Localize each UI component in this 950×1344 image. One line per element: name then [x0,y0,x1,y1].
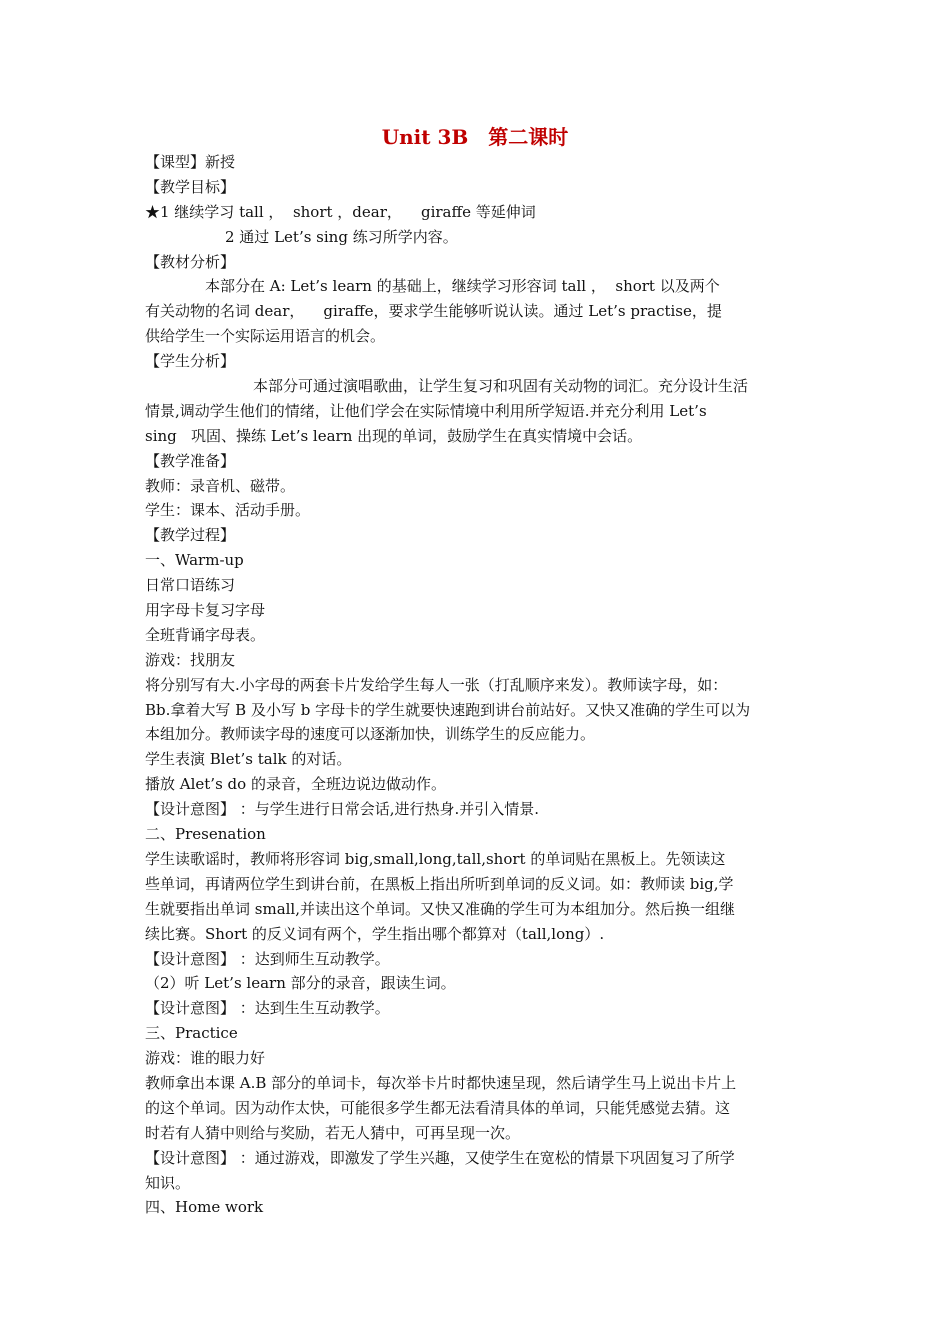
text-line: 教师拿出本课 A.B 部分的单词卡，每次举卡片时都快速呈现，然后请学生马上说出卡片上 [145,1073,737,1092]
text-line: 学生表演 Blet’s talk 的对话。 [145,750,352,769]
text-line: 生就要指出单词 small,并读出这个单词。又快又准确的学生可为本组加分。然后换一组继 [145,899,735,918]
text-line: 【课型】新授 [145,153,236,171]
text-line: 本部分可通过演唱歌曲，让学生复习和巩固有关动物的词汇。充分设计生活 [253,377,749,396]
text-line: 一、Warm-up [145,551,244,570]
text-line: 的这个单词。因为动作太快，可能很多学生都无法看清具体的单词，只能凭感觉去猜。这 [145,1098,731,1117]
document-title: Unit 3B 第二课时 [381,125,569,149]
text-line: 续比赛。Short 的反义词有两个，学生指出哪个都算对（tall,long）. [145,924,605,943]
text-line: 【设计意图】 ：与学生进行日常会话,进行热身.并引入情景. [145,800,540,819]
text-line: 游戏：谁的眼力好 [145,1049,266,1068]
text-line: 情景,调动学生他们的情绪，让他们学会在实际情境中利用所学短语.并充分利用 Let’s [145,401,707,420]
text-line: 供给学生一个实际运用语言的机会。 [145,327,386,346]
text-line: 全班背诵字母表。 [145,625,266,644]
text-line: 【设计意图】 ：达到师生互动教学。 [145,949,390,968]
text-line: 三、Practice [145,1024,238,1043]
text-line: 时若有人猜中则给与奖励，若无人猜中，可再呈现一次。 [145,1123,521,1142]
text-line: 2 通过 Let’s sing 练习所学内容。 [225,227,458,246]
text-line: 【学生分析】 [145,352,236,371]
text-line: 【教学准备】 [145,451,236,470]
text-line: 游戏：找朋友 [145,650,236,669]
text-line: 有关动物的名词 dear， giraffe，要求学生能够听说认读。通过 Let’s practise，提 [145,302,722,321]
text-line: 学生：课本、活动手册。 [145,501,311,520]
text-line: 将分别写有大.小字母的两套卡片发给学生每人一张（打乱顺序来发）。教师读字母，如： [145,675,728,694]
text-line: （2）听 Let’s learn 部分的录音，跟读生词。 [145,974,456,993]
text-line: 【教学过程】 [145,526,236,545]
text-line: 播放 Alet’s do 的录音，全班边说边做动作。 [145,775,446,794]
text-line: 【设计意图】 ：达到生生互动教学。 [145,999,390,1018]
text-line: 些单词，再请两位学生到讲台前，在黑板上指出所听到单词的反义词。如：教师读 big,学 [145,874,734,893]
text-line: 本部分在 A: Let’s learn 的基础上，继续学习形容词 tall ， short 以及两个 [205,277,720,296]
document-body [145,150,810,1220]
text-line: ★1 继续学习 tall ， short ，dear， giraffe 等延伸词 [145,202,536,221]
text-line: 用字母卡复习字母 [145,601,266,620]
text-line: 【教学目标】 [145,177,236,196]
text-line: sing 巩固、操练 Let’s learn 出现的单词，鼓励学生在真实情境中会话。 [145,426,643,445]
text-line: 本组加分。教师读字母的速度可以逐渐加快，训练学生的反应能力。 [145,725,596,744]
text-line: 二、Presenation [145,825,266,844]
text-line: Bb.拿着大写 B 及小写 b 字母卡的学生就要快速跑到讲台前站好。又快又准确的学生可以为 [145,700,751,719]
text-line: 教师：录音机、磁带。 [145,476,296,495]
text-line: 学生读歌谣时，教师将形容词 big,small,long,tall,short 的单词贴在黑板上。先领读这 [145,849,726,868]
text-line: 【设计意图】 ：通过游戏，即激发了学生兴趣，又使学生在宽松的情景下巩固复习了所学 [145,1148,735,1167]
text-line: 日常口语练习 [145,576,236,595]
text-line: 知识。 [145,1173,191,1192]
text-line: 四、Home work [145,1198,264,1217]
text-line: 【教材分析】 [145,252,236,271]
